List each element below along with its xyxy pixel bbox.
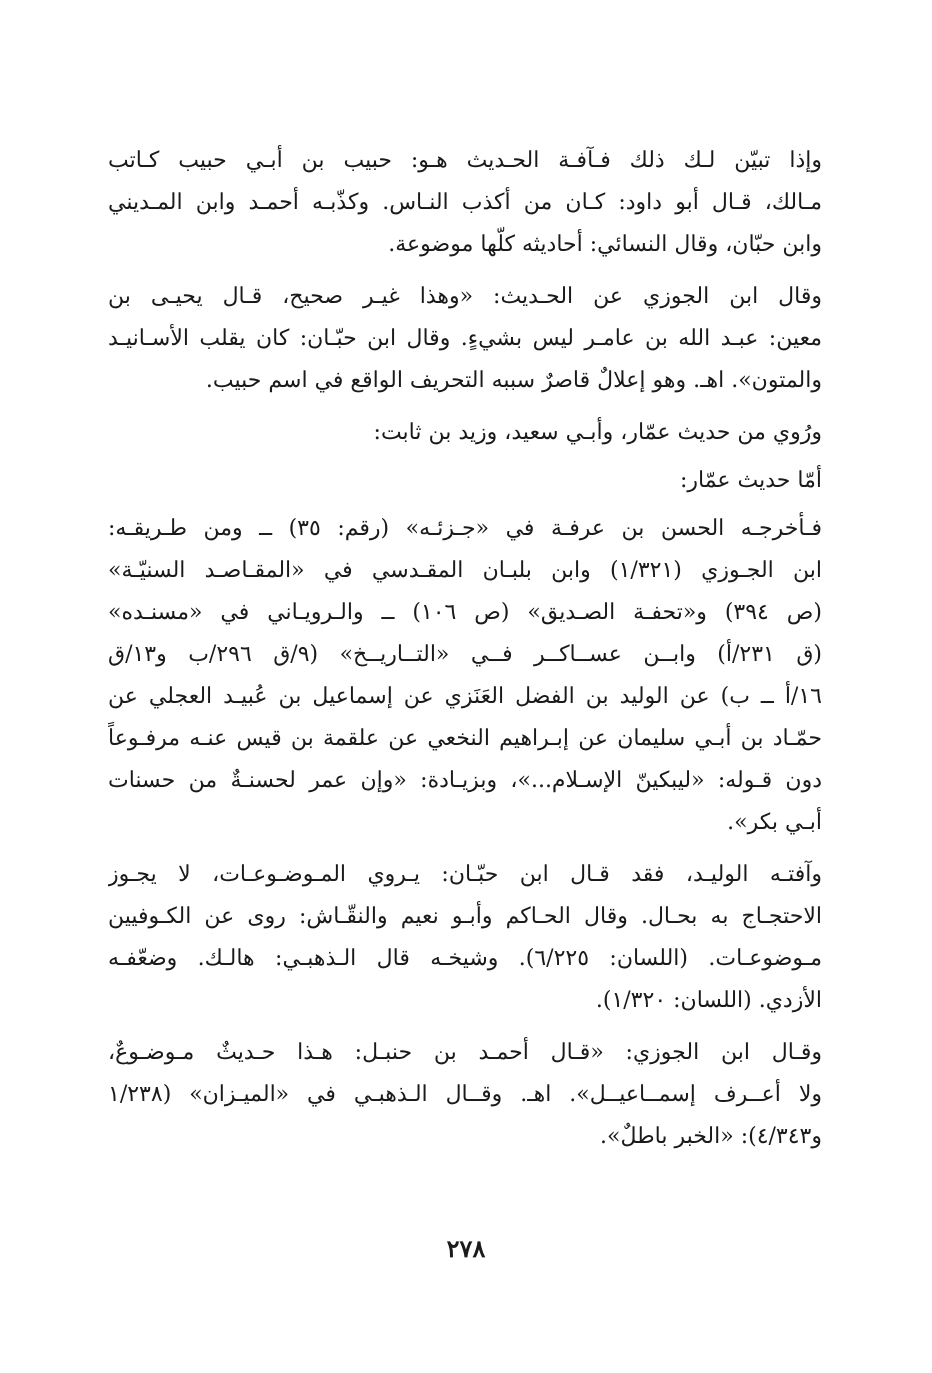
page-number: ٢٧٨ bbox=[446, 1234, 486, 1263]
paragraph-7 bbox=[108, 1032, 822, 1158]
text-line: ١٦/أ ــ ب) عن الوليد بن الفضل العَنَزي عن إسماعيل بن عُبيـد العجلي عن bbox=[108, 684, 822, 709]
text-line: مـالك، قـال أبو داود: كـان من أكذب النـاس. وكذّبـه أحمـد وابن المـديني bbox=[108, 190, 822, 215]
text-line: الاحتجـاج به بحـال. وقال الحـاكم وأبـو نعيم والنقّـاش: روى عن الكـوفيين bbox=[108, 904, 822, 929]
paragraph-6 bbox=[108, 854, 822, 1022]
text-line: (ص ٣٩٤) و«تحفـة الصـديق» (ص ١٠٦) ــ والـرويـاني في «مسنـده» bbox=[108, 600, 822, 625]
text-line: (ق ٢٣١/أ) وابــن عســاكــر فــي «التــاريــخ» (٩/ق ٢٩٦/ب و١٣/ق bbox=[108, 642, 822, 667]
text-line: ابن الجـوزي (١/٣٢١) وابن بلبـان المقـدسي في «المقـاصـد السنيّـة» bbox=[108, 558, 822, 583]
text-line: الأزدي. (اللسان: ١/٣٢٠). bbox=[595, 988, 822, 1013]
text-line: وإذا تبيّن لـك ذلك فـآفـة الحـديث هـو: حبيب بن أبـي حبيب كـاتب bbox=[108, 148, 822, 173]
text-line: أبـي بكر». bbox=[727, 810, 822, 835]
paragraph-5 bbox=[108, 508, 822, 844]
text-line: أمّا حديث عمّار: bbox=[679, 468, 822, 493]
text-line: ورُوي من حديث عمّار، وأبـي سعيد، وزيد بن ثابت: bbox=[373, 420, 822, 445]
text-line: دون قـوله: «ليبكينّ الإسـلام...»، وبزيـادة: «وإن عمر لحسنـةٌ من حسنات bbox=[108, 768, 822, 793]
text-line: وقـال ابن الجوزي: «قـال أحمـد بن حنبـل: هـذا حـديثٌ مـوضـوعٌ، bbox=[108, 1040, 822, 1065]
text-line: حمّـاد بن أبـي سليمان عن إبـراهيم النخعي عن علقمة بن قيس عنـه مرفـوعاً bbox=[108, 726, 822, 751]
text-line: وقال ابن الجوزي عن الحـديث: «وهذا غيـر صحيح، قـال يحيـى بن bbox=[108, 284, 822, 309]
paragraph-4-heading bbox=[108, 460, 822, 502]
text-line: مـوضوعـات. (اللسان: ٦/٢٢٥). وشيخـه قال الـذهبـي: هالـك. وضعّفـه bbox=[108, 946, 822, 971]
paragraph-2 bbox=[108, 276, 822, 402]
text-line: معين: عبـد الله بن عامـر ليس بشيءٍ. وقال ابن حبّـان: كان يقلب الأسـانيـد bbox=[108, 326, 822, 351]
text-line: والمتون». اهـ. وهو إعلالٌ قاصرٌ سببه التحريف الواقع في اسم حبيب. bbox=[205, 368, 822, 393]
text-line: و٤/٣٤٣): «الخبر باطلٌ». bbox=[600, 1124, 822, 1149]
text-line: فـأخرجـه الحسن بن عرفـة في «جـزئـه» (رقم: ٣٥) ــ ومن طـريقـه: bbox=[108, 516, 822, 541]
text-line: ولا أعــرف إسمــاعيــل». اهـ. وقــال الـذهبـي في «الميـزان» (١/٢٣٨ bbox=[108, 1082, 822, 1107]
paragraph-1 bbox=[108, 140, 822, 266]
paragraph-3 bbox=[108, 412, 822, 454]
text-line: وابن حبّان، وقال النسائي: أحاديثه كلّها موضوعة. bbox=[388, 232, 822, 257]
text-line: وآفتـه الوليـد، فقد قـال ابن حبّـان: يـروي المـوضـوعـات، لا يجـوز bbox=[108, 862, 822, 887]
body-text bbox=[108, 140, 822, 1158]
